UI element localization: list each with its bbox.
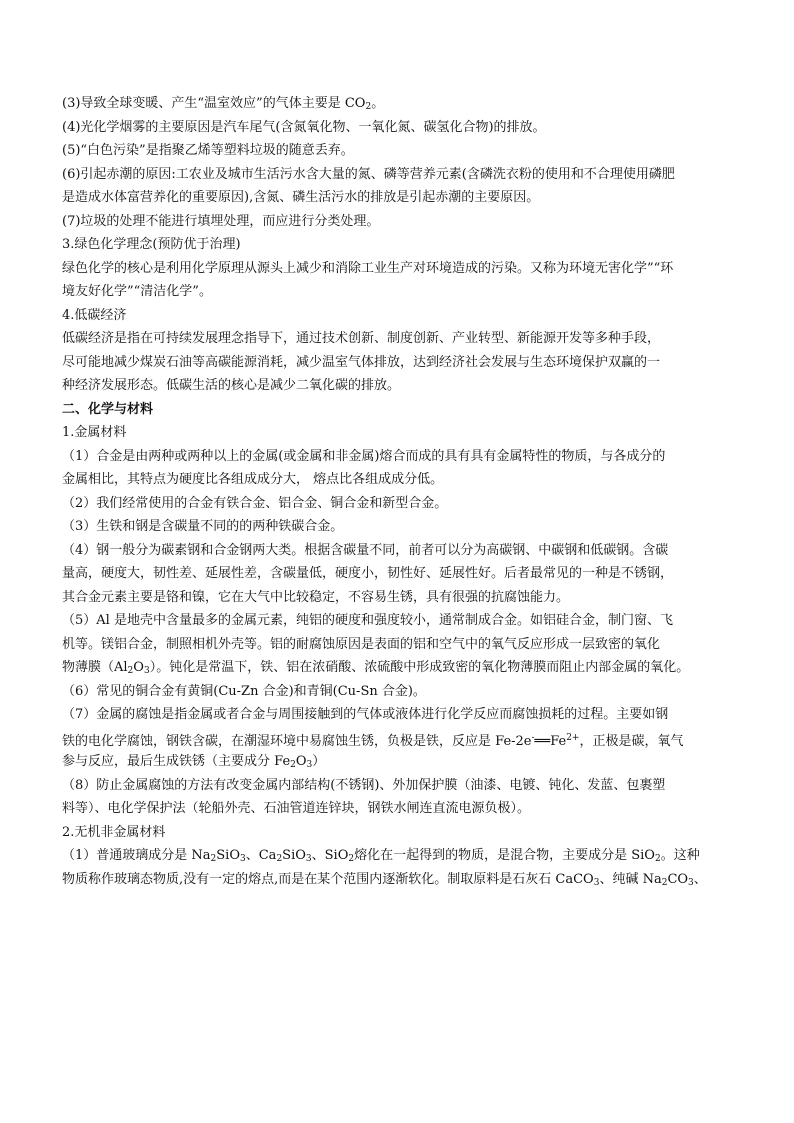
- text-run: ）: [312, 754, 326, 769]
- text-run: 种经济发展形态。低碳生活的核心是减少二氧化碳的排放。: [62, 378, 401, 393]
- text-run: 二、化学与材料: [62, 401, 154, 417]
- text-run: （5）Al 是地壳中含量最多的金属元素，纯铝的硬度和强度较小，通常制成合金。如铝硅合金，制门窗、飞: [62, 613, 673, 628]
- text-line: [62, 515, 734, 539]
- text-run: 料等）、电化学保护法（轮船外壳、石油管道连锌块，钢铁水闸连直流电源负极）。: [62, 801, 531, 816]
- text-run: 低碳经济是指在可持续发展理念指导下，通过技术创新、制度创新、产业转型、新能源开发等多种手段，: [62, 331, 661, 346]
- text-line: [62, 468, 734, 492]
- text-line: [62, 492, 734, 516]
- text-run: 3.绿色化学理念(预防优于治理): [62, 237, 241, 252]
- text-run: （6）常见的铜合金有黄铜(Cu-Zn 合金)和青铜(Cu-Sn 合金)。: [62, 683, 426, 699]
- text-line: [62, 210, 734, 234]
- text-line: [62, 92, 734, 116]
- subscript: 3: [240, 854, 246, 864]
- text-run: 是造成水体富营养化的重要原因),含氮、磷生活污水的排放是引起赤潮的主要原因。: [62, 190, 540, 205]
- text-run: SiO: [282, 848, 306, 863]
- text-run: 绿色化学的核心是利用化学原理从源头上减少和消除工业生产对环境造成的污染。又称为环境无害化学”“环: [62, 260, 674, 276]
- text-run: 尽可能地减少煤炭石油等高碳能源消耗，减少温室气体排放，达到经济社会发展与生态环境保护双赢的一: [62, 354, 661, 370]
- text-line: [62, 257, 734, 281]
- subscript: 2: [365, 102, 372, 112]
- text-run: 参与反应，最后生成铁锈（主要成分 Fe: [62, 754, 291, 769]
- text-run: （4）钢一般分为碳素钢和合金钢两大类。根据含碳量不同，前者可以分为高碳钢、中碳钢和低碳钢。含碳: [62, 542, 669, 558]
- superscript: 2+: [566, 732, 580, 743]
- subscript: 2: [127, 666, 134, 676]
- text-line: [62, 374, 734, 398]
- text-run: 其合金元素主要是铬和镍，它在大气中比较稳定，不容易生锈，具有很强的抗腐蚀能力。: [62, 589, 570, 605]
- text-run: 、Ca: [245, 848, 277, 863]
- text-run: （1）合金是由两种或两种以上的金属(或金属和非金属)熔合而成的具有具有金属特性的物质，与各成分的: [62, 448, 666, 464]
- text-run: ）。钝化是常温下，铁、铝在浓硝酸、浓硫酸中形成致密的氧化物薄膜而阻止内部金属的氧化。: [149, 660, 690, 675]
- text-run: 金属相比，其特点为硬度比各组成成分大， 熔点比各组成成分低。: [62, 472, 444, 487]
- text-run: 物质称作玻璃态物质,没有一定的熔点,而是在某个范围内逐渐软化。制取原料是石灰石 CaCO: [62, 871, 594, 887]
- text-run: (6)引起赤潮的原因:工农业及城市生活污水含大量的氮、磷等营养元素(含磷洗衣粉的使用和不合理使用磷肥: [62, 166, 675, 182]
- text-run: （3）生铁和钢是含碳量不同的的两种铁碳合金。: [62, 519, 344, 534]
- text-run: 4.低碳经济: [62, 307, 127, 323]
- subscript: 3: [688, 877, 694, 888]
- text-run: 2.无机非金属材料: [62, 824, 166, 840]
- text-line: [62, 233, 734, 257]
- text-run: (3)导致全球变暖、产生“温室效应”的气体主要是 CO: [62, 96, 366, 111]
- text-line: [62, 139, 734, 163]
- subscript: 3: [593, 877, 600, 888]
- text-run: 量高，硬度大，韧性差、延展性差，含碳量低，硬度小，韧性好、延展性好。后者最常见的一种是不锈钢，: [62, 566, 674, 581]
- text-run: 机等。镁铝合金，制照相机外壳等。铝的耐腐蚀原因是表面的铝和空气中的氧气反应形成一层致密的氧化: [62, 636, 661, 652]
- text-run: 、纯碱 Na: [599, 871, 662, 887]
- text-line: [62, 656, 734, 680]
- text-run: (5)“白色污染”是指聚乙烯等塑料垃圾的随意丢弃。: [62, 143, 354, 158]
- text-line: [62, 445, 734, 469]
- text-run: 。: [371, 96, 385, 111]
- text-line: [62, 844, 734, 868]
- text-run: 物薄膜（Al: [62, 660, 128, 675]
- text-line: [62, 750, 734, 774]
- text-run: 熔化在一起得到的物质，是混合物，主要成分是 SiO: [354, 848, 655, 863]
- text-run: 。这种: [660, 848, 700, 863]
- text-line: [62, 727, 734, 751]
- text-line: [62, 680, 734, 704]
- text-run: （1）普通玻璃成分是 Na: [62, 848, 211, 863]
- text-line: [62, 539, 734, 563]
- superscript: -: [531, 732, 535, 743]
- subscript: 2: [290, 760, 296, 770]
- text-run: 1.金属材料: [62, 425, 127, 440]
- text-line: [62, 609, 734, 633]
- text-line: [62, 116, 734, 140]
- subscript: 2: [654, 854, 661, 864]
- text-run: (7)垃圾的处理不能进行填埋处理，而应进行分类处理。: [62, 213, 380, 229]
- text-run: 、SiO: [311, 848, 349, 863]
- text-run: 铁的电化学腐蚀，钢铁含碳，在潮湿环境中易腐蚀生锈，负极是铁，反应是 Fe-2e: [62, 733, 532, 749]
- text-line: [62, 774, 734, 798]
- text-line: [62, 797, 734, 821]
- text-line: [62, 586, 734, 610]
- text-line: [62, 821, 734, 845]
- text-line: [62, 351, 734, 375]
- text-run: 境友好化学”“清洁化学”。: [62, 284, 212, 299]
- text-run: （8）防止金属腐蚀的方法有改变金属内部结构(不锈钢)、外加保护膜（油漆、电镀、钝化、发蓝、包裹塑: [62, 777, 666, 793]
- text-run: （2）我们经常使用的合金有铁合金、铝合金、铜合金和新型合金。: [62, 495, 448, 511]
- text-line: [62, 327, 734, 351]
- text-run: 、: [693, 871, 707, 887]
- text-run: SiO: [216, 848, 240, 863]
- subscript: 3: [305, 854, 312, 864]
- text-line: [62, 304, 734, 328]
- subscript: 2: [348, 854, 355, 864]
- text-line: [62, 868, 734, 892]
- subscript: 2: [276, 854, 283, 864]
- text-run: ══Fe: [534, 733, 567, 749]
- text-run: CO: [667, 871, 689, 887]
- subscript: 2: [661, 877, 668, 888]
- text-line: [62, 163, 734, 187]
- text-line: [62, 703, 734, 727]
- text-line: [62, 633, 734, 657]
- text-line: [62, 186, 734, 210]
- section-heading: [62, 398, 734, 422]
- text-line: [62, 421, 734, 445]
- text-run: O: [133, 660, 144, 675]
- text-run: （7）金属的腐蚀是指金属或者合金与周围接触到的气体或液体进行化学反应而腐蚀损耗的过程。主要如钢: [62, 707, 669, 722]
- subscript: 3: [306, 760, 313, 770]
- text-line: [62, 280, 734, 304]
- subscript: 3: [143, 666, 150, 676]
- subscript: 2: [210, 854, 217, 864]
- document-page: [62, 92, 734, 891]
- text-run: O: [295, 754, 307, 769]
- text-run: ，正极是碳，氧气: [579, 733, 684, 749]
- text-run: (4)光化学烟雾的主要原因是汽车尾气(含氮氧化物、一氧化氮、碳氢化合物)的排放。: [62, 119, 546, 135]
- text-line: [62, 562, 734, 586]
